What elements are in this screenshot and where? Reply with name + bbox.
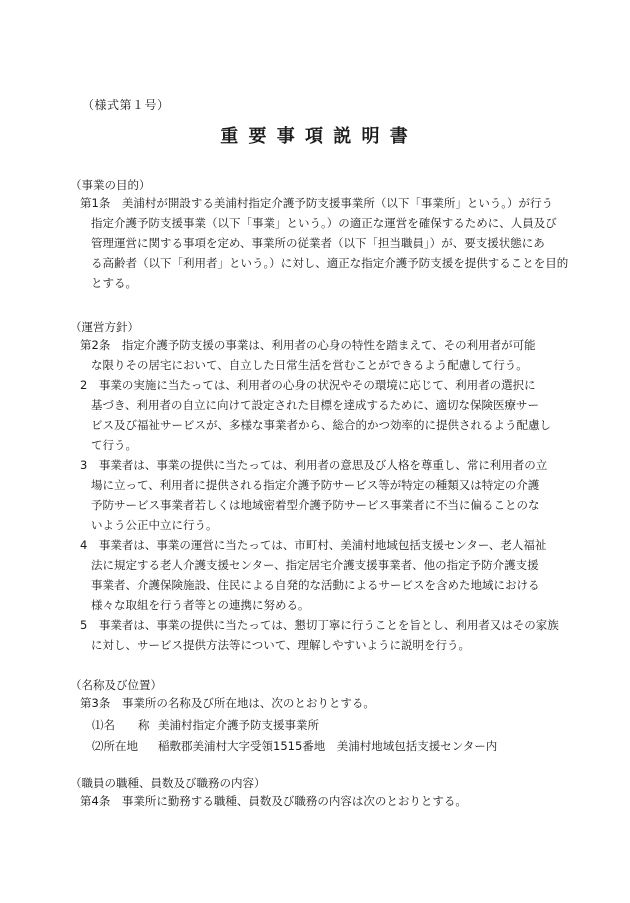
facility-address-row [92,736,497,756]
text-line: る高齢者（以下「利用者」という。）に対し、適正な指定介護予防支援を提供することを目的 [91,256,569,270]
text-line: 予防サービス事業者若しくは地域密着型介護予防サービス事業者に不当に偏ることのな [91,498,540,512]
text-line: 指定介護予防支援事業（以下「事業」という。）の適正な運営を確保するために、人員及び [91,216,557,230]
text-line: 事業者、介護保険施設、住民による自発的な活動によるサービスを含めた地域における [91,578,540,592]
text-line: 3 事業者は、事業の提供に当たっては、利用者の意思及び人格を尊重し、常に利用者の立 [80,458,548,472]
facility-address-label: ⑵所在地 [92,739,138,753]
text-line: ビス及び福祉サービスが、多様な事業者から、総合的かつ効率的に提供されるよう配慮し [91,418,551,432]
text-line: 第1条 美浦村が開設する美浦村指定介護予防支援事業所（以下「事業所」という。）が行う [80,196,554,210]
text-line: 第3条 事業所の名称及び所在地は、次のとおりとする。 [80,696,375,710]
section-name-location-body [80,693,555,713]
section-heading-name-location: （名称及び位置） [70,678,162,692]
text-line: 5 事業者は、事業の提供に当たっては、懇切丁寧に行うことを旨とし、利用者又はその家族 [80,618,559,632]
section-heading-staff: （職員の職種、員数及び職務の内容） [70,776,266,790]
text-line: 管理運営に関する事項を定め、事業所の従業者（以下「担当職員」）が、要支援状態にあ [91,236,545,250]
section-heading-purpose: （事業の目的） [70,178,151,192]
text-line: 第2条 指定介護予防支援の事業は、利用者の心身の特性を踏まえて、その利用者が可能 [80,338,536,352]
facility-name-label: ⑴名 称 [92,718,150,732]
text-line: 2 事業の実施に当たっては、利用者の心身の状況やその環境に応じて、利用者の選択に [80,378,536,392]
text-line: いよう公正中立に行う。 [91,518,218,532]
section-policy-body [80,335,559,655]
text-line: 法に規定する老人介護支援センター、指定居宅介護支援事業者、他の指定予防介護支援 [91,558,539,572]
text-line: に対し、サービス提供方法等について、理解しやすいように説明を行う。 [91,638,471,652]
text-line: 基づき、利用者の自立に向けて設定された目標を達成するために、適切な保険医療サー [91,398,540,412]
text-line: 場に立って、利用者に提供される指定介護予防サービス等が特定の種類又は特定の介護 [91,478,540,492]
text-line: 様々な取組を行う者等との連携に努める。 [91,598,310,612]
section-heading-policy: （運営方針） [70,320,139,334]
section-purpose-body [80,193,569,293]
facility-name-value: 美浦村指定介護予防支援事業所 [158,718,319,732]
section-staff-body [80,791,555,811]
text-line: な限りその居宅において、自立した日常生活を営むことができるよう配慮して行う。 [91,358,528,372]
text-line: 4 事業者は、事業の運営に当たっては、市町村、美浦村地域包括支援センター、老人福祉 [80,538,547,552]
facility-name-row [92,715,319,735]
form-number: （様式第１号） [82,98,170,112]
text-line: て行う。 [91,438,137,452]
text-line: 第4条 事業所に勤務する職種、員数及び職務の内容は次のとおりとする。 [80,794,467,808]
text-line: とする。 [91,276,137,290]
facility-address-value: 稲敷郡美浦村大字受領1515番地 美浦村地域包括支援センター内 [158,739,498,753]
document-title: 重 要 事 項 説 明 書 [220,126,410,147]
